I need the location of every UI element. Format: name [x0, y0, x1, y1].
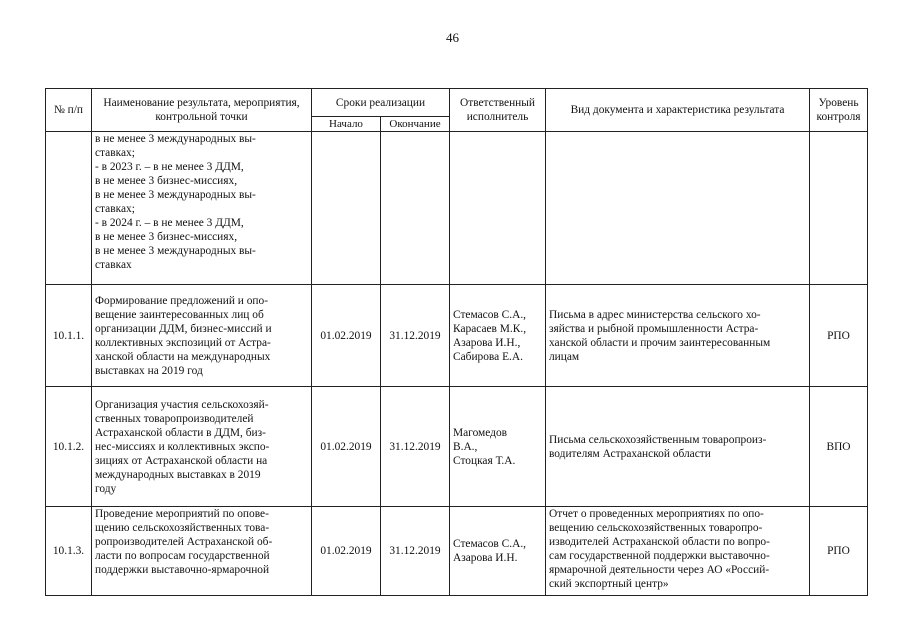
name-line: - в 2024 г. – в не менее 3 ДДМ,	[95, 217, 244, 229]
name-line: в не менее 3 международных вы-	[95, 133, 256, 145]
responsible-line: Стемасов С.А.,	[453, 538, 527, 550]
row-responsible-cell	[450, 387, 546, 507]
responsible-line: Стоцкая Т.А.	[453, 454, 516, 467]
row-start-date: 01.02.2019	[312, 387, 381, 507]
name-line: Формирование предложений и опо-	[95, 294, 269, 307]
name-line: международных выставках в 2019	[95, 468, 261, 481]
row-end-date: 31.12.2019	[381, 507, 450, 596]
responsible-line: Сабирова Е.А.	[453, 350, 523, 363]
document-line: вещению сельскохозяйственных товаропро-	[549, 522, 763, 534]
name-line: поддержки выставочно-ярмарочной	[95, 564, 270, 576]
document-line: водителям Астраханской области	[549, 447, 711, 460]
header-row	[46, 89, 868, 117]
row-document-cell	[546, 387, 810, 507]
document-line: ярмарочной деятельности через АО «Россий-	[549, 564, 770, 576]
name-line: Проведение мероприятий по опове-	[95, 508, 269, 520]
header-document: Вид документа и характеристика результата	[546, 89, 810, 132]
row-num: 10.1.2.	[46, 387, 92, 507]
continuation-level-cell	[810, 132, 868, 285]
document-line: Письма в адрес министерства сельского хо-	[549, 308, 761, 321]
header-end: Окончание	[381, 117, 450, 132]
row-end-date: 31.12.2019	[381, 285, 450, 387]
row-responsible-cell	[450, 285, 546, 387]
name-line: - в 2023 г. – в не менее 3 ДДМ,	[95, 161, 244, 173]
document-line: Письма сельскохозяйственным товаропроиз-	[549, 433, 767, 446]
row-name-cell	[92, 285, 312, 387]
document-line: сам государственной поддержки выставочно-	[549, 550, 770, 562]
header-responsible: Ответственный исполнитель	[450, 89, 546, 132]
name-line: Астраханской области в ДДМ, биз-	[95, 426, 266, 439]
name-line: щению сельскохозяйственных това-	[95, 522, 270, 534]
continuation-num-cell	[46, 132, 92, 285]
name-line: в не менее 3 бизнес-миссиях,	[95, 231, 238, 243]
document-line: ский экспортный центр»	[549, 578, 669, 590]
row-start-date: 01.02.2019	[312, 285, 381, 387]
document-line: лицам	[549, 350, 580, 363]
table-row	[46, 285, 868, 387]
name-line: коллективных экспозиций от Астра-	[95, 336, 271, 349]
row-name-cell	[92, 507, 312, 596]
continuation-end-cell	[381, 132, 450, 285]
row-document-cell	[546, 285, 810, 387]
row-start-date: 01.02.2019	[312, 507, 381, 596]
row-responsible-cell	[450, 507, 546, 596]
name-line: ставках	[95, 259, 132, 271]
page-number: 46	[446, 30, 459, 45]
row-name-cell	[92, 387, 312, 507]
continuation-responsible-cell	[450, 132, 546, 285]
responsible-line: Магомедов	[453, 426, 508, 439]
responsible-line: В.А.,	[453, 440, 478, 453]
name-line: зициях от Астраханской области на	[95, 454, 268, 467]
row-end-date: 31.12.2019	[381, 387, 450, 507]
name-line: году	[95, 482, 117, 495]
row-control-level: ВПО	[810, 387, 868, 507]
name-line: Организация участия сельскохозяй-	[95, 398, 269, 411]
document-line: ханской области и прочим заинтересованным	[549, 336, 771, 349]
name-line: в не менее 3 бизнес-миссиях,	[95, 175, 238, 187]
name-line: ственных товаропроизводителей	[95, 412, 254, 425]
continuation-document-cell	[546, 132, 810, 285]
responsible-line: Азарова И.Н.,	[453, 336, 521, 349]
continuation-name-cell	[92, 132, 312, 285]
responsible-line: Стемасов С.А.,	[453, 308, 527, 321]
name-line: ставках;	[95, 147, 135, 159]
row-control-level: РПО	[810, 507, 868, 596]
responsible-line: Карасаев М.К.,	[453, 322, 527, 335]
plan-table	[45, 88, 868, 596]
name-line: ласти по вопросам государственной	[95, 550, 270, 562]
name-line: ропроизводителей Астраханской об-	[95, 536, 273, 548]
table-row	[46, 507, 868, 596]
table-row	[46, 387, 868, 507]
header-name: Наименование результата, мероприятия, контрольной точки	[92, 89, 312, 132]
header-start: Начало	[312, 117, 381, 132]
name-line: выставках на 2019 год	[95, 364, 203, 377]
row-num: 10.1.1.	[46, 285, 92, 387]
name-line: в не менее 3 международных вы-	[95, 189, 256, 201]
document-line: изводителей Астраханской области по вопро-	[549, 536, 770, 548]
row-num: 10.1.3.	[46, 507, 92, 596]
name-line: организации ДДМ, бизнес-миссий и	[95, 322, 272, 335]
responsible-line: Азарова И.Н.	[453, 552, 518, 564]
name-line: вещение заинтересованных лиц об	[95, 308, 264, 321]
row-control-level: РПО	[810, 285, 868, 387]
header-num: № п/п	[46, 89, 92, 132]
document-line: зяйства и рыбной промышленности Астра-	[549, 322, 759, 335]
row-document-cell	[546, 507, 810, 596]
name-line: нес-миссиях и коллективных экспо-	[95, 440, 270, 453]
header-level: Уровень контроля	[810, 89, 868, 132]
document-line: Отчет о проведенных мероприятиях по опо-	[549, 508, 764, 520]
continuation-row	[46, 132, 868, 285]
name-line: ставках;	[95, 203, 135, 215]
continuation-start-cell	[312, 132, 381, 285]
name-line: в не менее 3 международных вы-	[95, 245, 256, 257]
header-deadlines: Сроки реализации	[312, 89, 450, 117]
name-line: ханской области на международных	[95, 350, 271, 363]
